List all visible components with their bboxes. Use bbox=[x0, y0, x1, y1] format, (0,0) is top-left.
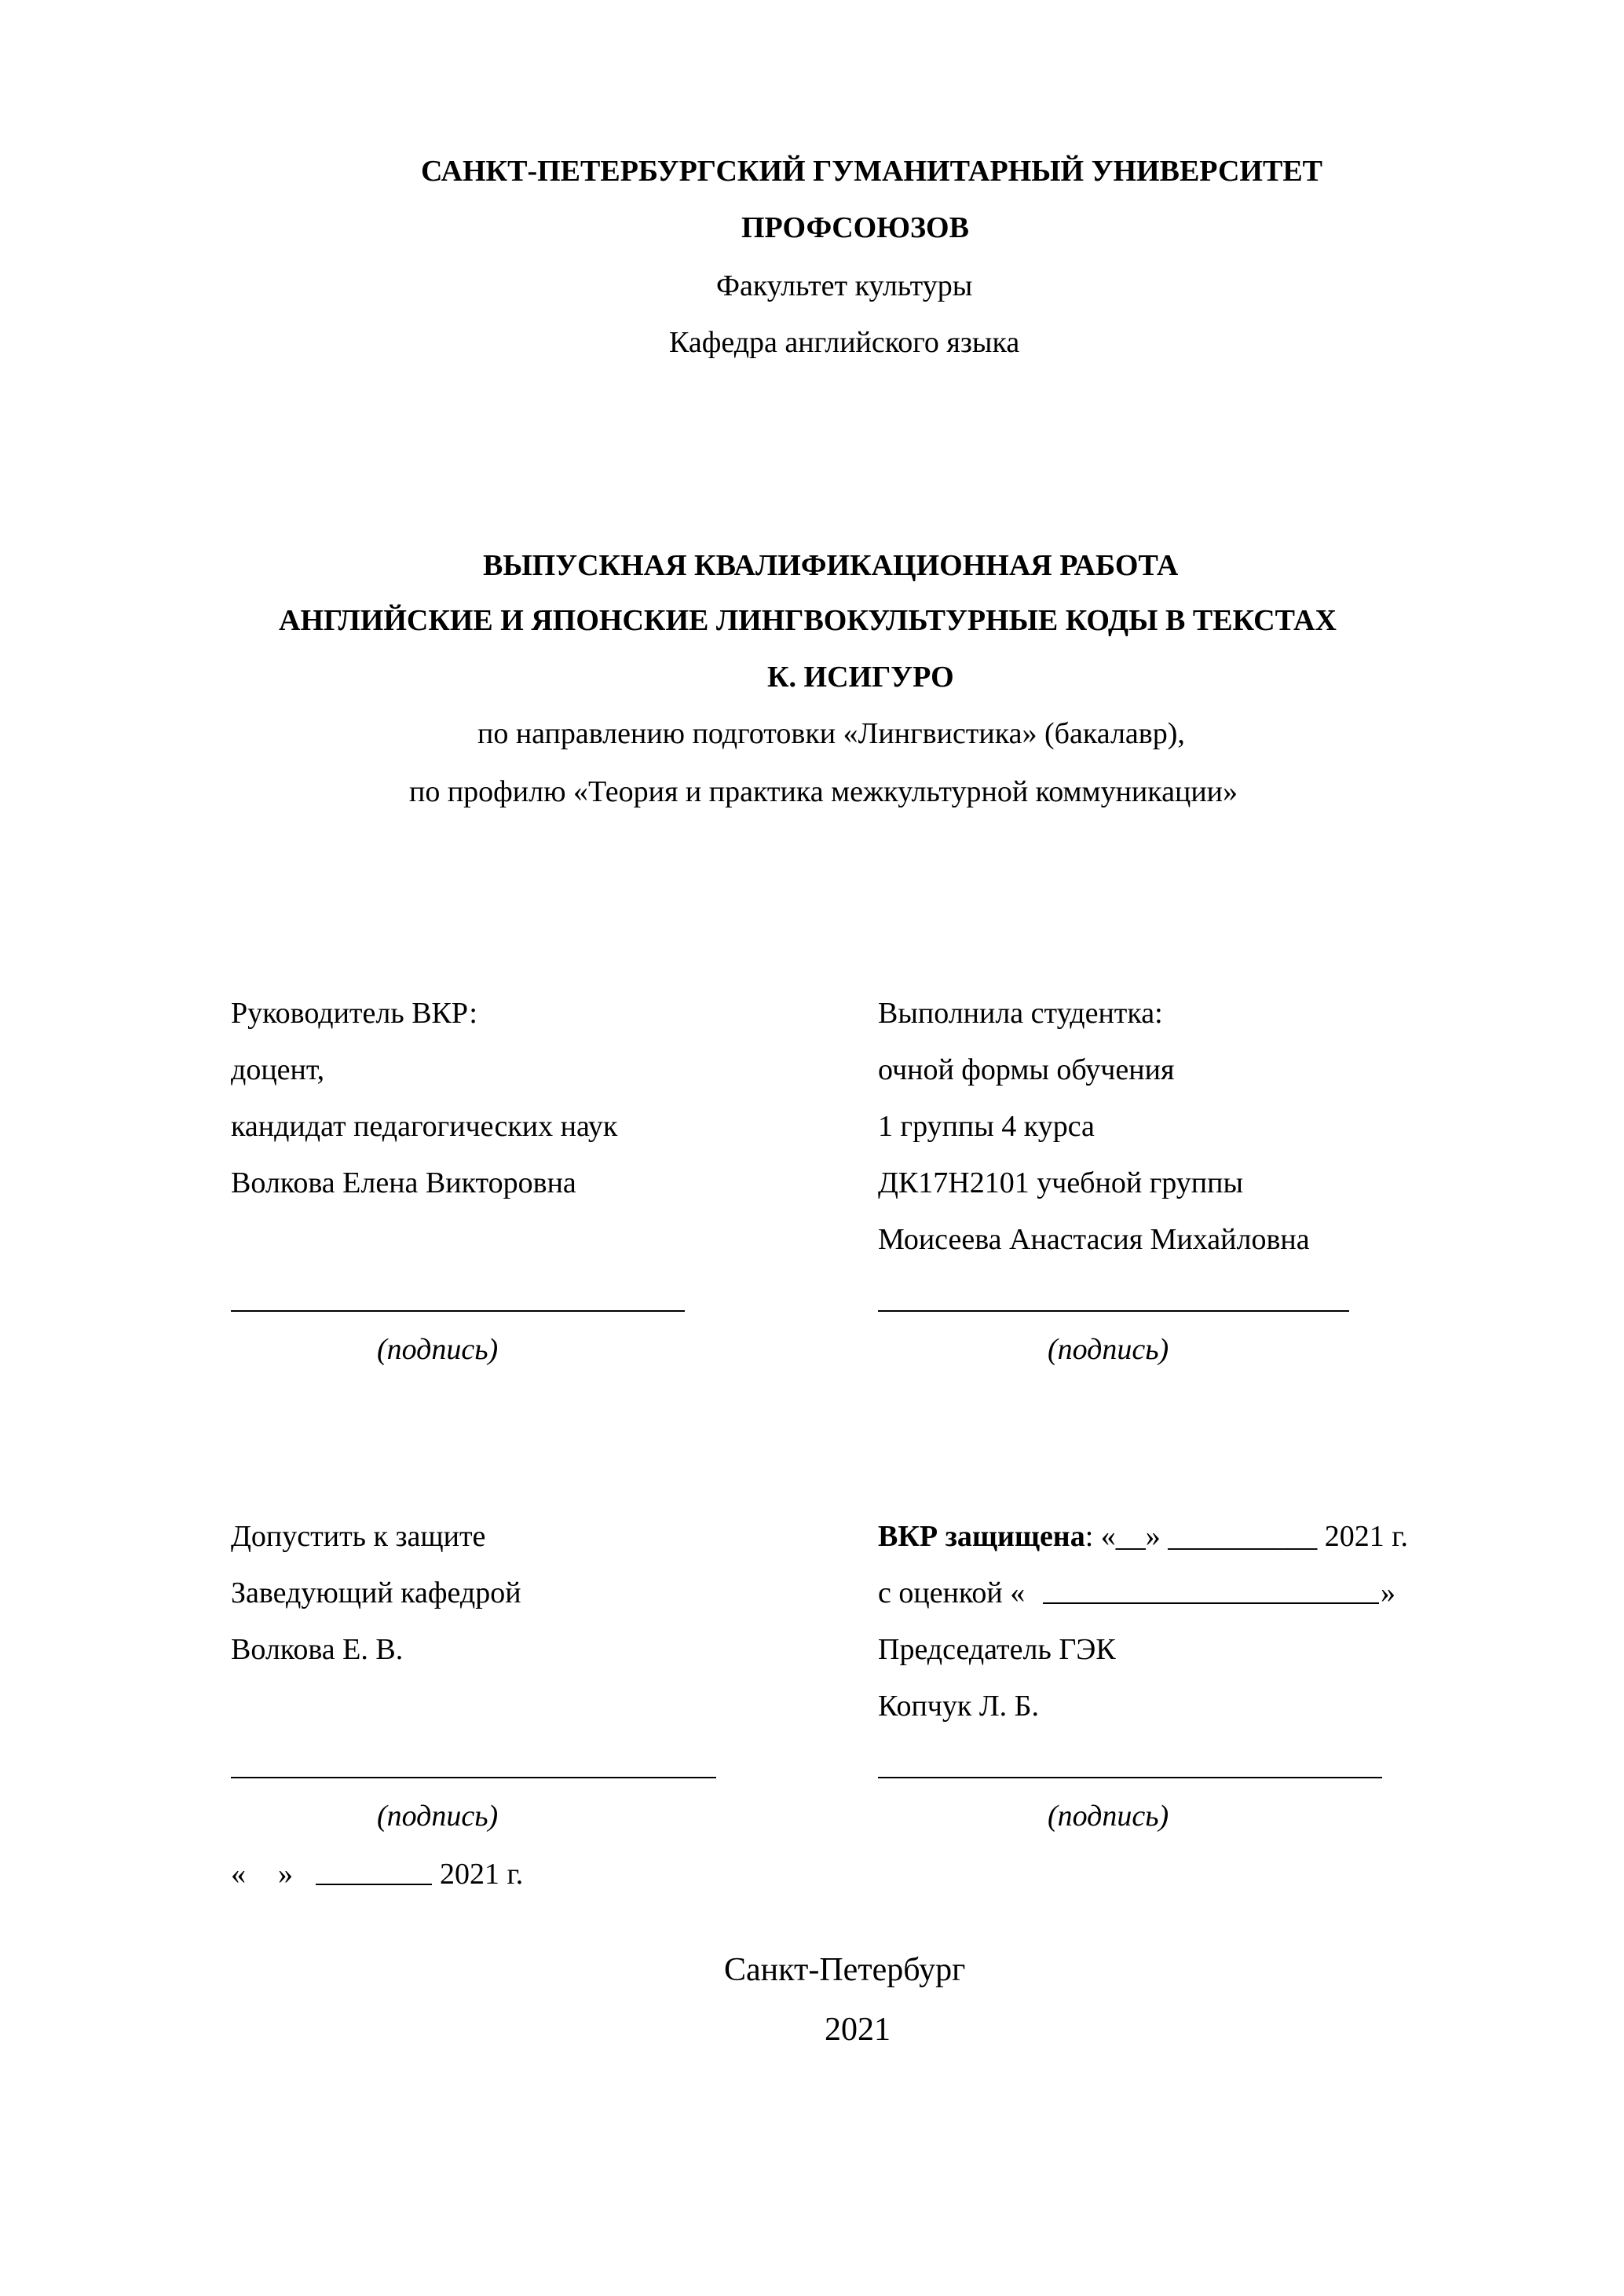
student-study-form: очной формы обучения bbox=[878, 1053, 1175, 1086]
thesis-title-line1: АНГЛИЙСКИЕ И ЯПОНСКИЕ ЛИНГВОКУЛЬТУРНЫЕ КОДЫ В ТЕКСТАХ bbox=[279, 604, 1337, 637]
supervisor-heading: Руководитель ВКР: bbox=[231, 997, 477, 1030]
defense-signature-line bbox=[878, 1777, 1382, 1778]
thesis-profile: по профилю «Теория и практика межкультурной коммуникации» bbox=[409, 775, 1238, 808]
defense-grade-prefix: с оценкой « bbox=[878, 1576, 1026, 1609]
year: 2021 bbox=[825, 2012, 891, 2048]
admission-signature-line bbox=[231, 1777, 716, 1778]
university-name-line2: ПРОФСОЮЗОВ bbox=[741, 211, 969, 244]
student-study-group: ДК17Н2101 учебной группы bbox=[878, 1166, 1243, 1199]
supervisor-degree: кандидат педагогических наук bbox=[231, 1110, 618, 1143]
supervisor-signature-label: (подпись) bbox=[377, 1333, 499, 1366]
student-heading: Выполнила студентка: bbox=[878, 997, 1163, 1030]
supervisor-position: доцент, bbox=[231, 1053, 325, 1086]
thesis-direction: по направлению подготовки «Лингвистика» (бакалавр), bbox=[477, 717, 1185, 750]
student-signature-label: (подпись) bbox=[1048, 1333, 1169, 1366]
student-name: Моисеева Анастасия Михайловна bbox=[878, 1223, 1310, 1256]
city: Санкт-Петербург bbox=[724, 1952, 966, 1988]
defense-grade-line bbox=[1043, 1602, 1379, 1604]
supervisor-signature-line bbox=[231, 1310, 685, 1312]
faculty-name: Факультет культуры bbox=[716, 269, 973, 302]
student-signature-line bbox=[878, 1310, 1349, 1312]
defense-label: ВКР защищена bbox=[878, 1520, 1085, 1553]
student-group-course: 1 группы 4 курса bbox=[878, 1110, 1095, 1143]
admission-head-name: Волкова Е. В. bbox=[231, 1633, 404, 1666]
defense-chair-name: Копчук Л. Б. bbox=[878, 1690, 1039, 1723]
department-name: Кафедра английского языка bbox=[669, 326, 1020, 359]
defense-result-line bbox=[878, 1519, 1408, 1554]
university-name-line1: САНКТ-ПЕТЕРБУРГСКИЙ ГУМАНИТАРНЫЙ УНИВЕРСИТЕТ bbox=[421, 155, 1323, 188]
admission-date-open-quote: « bbox=[231, 1858, 246, 1891]
defense-grade-suffix: » bbox=[1381, 1576, 1395, 1609]
thesis-title-line2: К. ИСИГУРО bbox=[767, 661, 954, 694]
admission-date-close-quote: » bbox=[278, 1858, 293, 1891]
thesis-type: ВЫПУСКНАЯ КВАЛИФИКАЦИОННАЯ РАБОТА bbox=[483, 549, 1179, 582]
admission-head-title: Заведующий кафедрой bbox=[231, 1576, 521, 1609]
admission-line1: Допустить к защите bbox=[231, 1520, 486, 1553]
admission-date-year: 2021 г. bbox=[440, 1858, 524, 1891]
defense-chair-title: Председатель ГЭК bbox=[878, 1633, 1116, 1666]
admission-date-month-line bbox=[316, 1884, 432, 1885]
defense-signature-label: (подпись) bbox=[1048, 1800, 1169, 1833]
admission-signature-label: (подпись) bbox=[377, 1800, 499, 1833]
defense-date: : «__» __________ 2021 г. bbox=[1084, 1520, 1409, 1553]
supervisor-name: Волкова Елена Викторовна bbox=[231, 1166, 576, 1199]
